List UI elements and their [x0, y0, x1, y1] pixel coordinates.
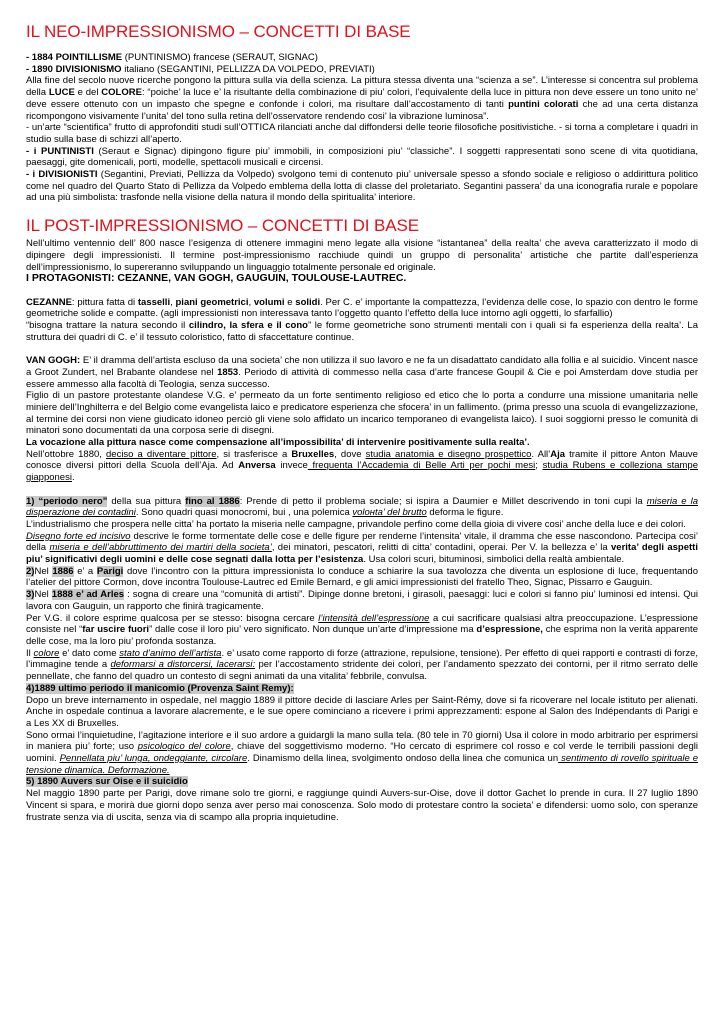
divisionismo-line: - 1890 DIVISIONISMO italiano (SEGANTINI, PELLIZZA DA VOLPEDO, PREVIATI): [26, 63, 375, 75]
scientific-art-paragraph: - un’arte “scientifica” frutto di approfonditi studi sull’OTTICA rilanciati anche dal diffondersi delle teorie filosofiche positivistiche. - si torna a completare i quadri in studio sulla base di schizzi all’aperto.: [26, 122, 698, 145]
neo-impressionism-title: IL NEO-IMPRESSIONISMO – CONCETTI DI BASE: [26, 22, 411, 41]
period-1-industrialism: L’industrialismo che prospera nelle citta’ ha portato la miseria nelle campagne, privandole perfino come della gioia di vivere cosi’ anche della luce e dei colori.: [26, 518, 686, 530]
period-4-heading: 4)1889 ultimo periodo il manicomio (Provenza Saint Remy):: [26, 682, 294, 694]
van-gogh-intro: VAN GOGH: E’ il dramma dell’artista escluso da una societa’ che non utilizza il suo lavoro e ne fa un disadattato candidato alla follia e al suicidio. Vincent nasce a Groot Zundert, nel Brabante olandese nel 1853. Periodo di attività di commesso nella casa d’arte francese Goupil & Cie e poi Amsterdam dove studia per essere ammesso alla facoltà di Teologia, senza successo.: [26, 355, 698, 390]
period-1-paragraph: 1) “periodo nero” della sua pittura fino al 1886: Prende di petto il problema sociale; si ispira a Daumier e Millet descrivendo in toni cupi la miseria e la disperazione dei contadini. Sono quadri quasi monocromi, bui , una polemica voloнta’ del brutto deforma le figure.: [26, 495, 698, 519]
light-color-paragraph: Alla fine del secolo nuove ricerche pongono la pittura sulla via della scienza. La pittura stessa diventa una “scienza a se”. L’interesse si concentra sul problema della LUCE e del COLORE: “poiche’ la luce e’ la risultante della combinazione di piu’ colori, l’equivalente della luce in pittura non deve essere un tono unito ne’ deve essere ottenuto con un impasto che spegne e confonde i colori, ma risultare dall’accostamento di tanti puntini colorati che ad una certa distanza ricompongono visivamente l’unita’ del tono sulla retina dell’osservatore rendendo cosi’ la vibrazione luminosa”.: [26, 75, 698, 122]
protagonists-heading: I PROTAGONISTI: CEZANNE, VAN GOGH, GAUGUIN, TOULOUSE-LAUTREC.: [26, 272, 407, 285]
post-impressionism-body: [26, 238, 698, 823]
period-5-heading: 5) 1890 Auvers sur Oise e il suicidio: [26, 776, 188, 788]
pointillisme-line: - 1884 POINTILLISME (PUNTINISMO) francese (SERAUT, SIGNAC): [26, 52, 318, 63]
van-gogh-religion: Figlio di un pastore protestante olandese V.G. e’ permeato da un forte sentimento religioso ed etico che lo porta a condurre una missione umanitaria nelle miniere dell’Inghilterra e del Belgio come evangelista laico e predicatore esperienza che sfocera’ in un fallimento. (prima presso una scuola di evangelizzazione, al termine dei corsi non viene giudicato idoneo perciò gli viene solo affidato un incarico temporaneo di evangelista laico). I suoi soggiorni presso le comunità di minatori sono documentati da una corposa serie di disegni.: [26, 390, 698, 437]
van-gogh-training: Nell’ottobre 1880, deciso a diventare pittore, si trasferisce a Bruxelles, dove studia anatomia e disegno prospettico. All’Aja tramite il pittore Anton Mauve conosce diversi pittori della Scuola dell’Aja. Ad Anversa invece frequenta l’Accademia di Belle Arti per pochi mesi; studia Rubens e colleziona stampe giapponesi.: [26, 448, 698, 484]
post-impressionism-title: IL POST-IMPRESSIONISMO – CONCETTI DI BASE: [26, 216, 419, 236]
period-4-color: Sono ormai l’inquietudine, l’agitazione interiore e il suo ardore a guidargli la mano sulla tela. (80 tele in 70 giorni) Usa il colore in modo arbitrario per esprimersi in maniera piu’ forte; uso psicologico del colore, chiave del soggettivismo moderno. “Ho cercato di esprimere col rosso e col verde le terribili passioni degli uomini. Pennellata piu’ lunga, ondeggiante, circolare. Dinamismo della linea, svolgimento ondoso della linea che comunica un sentimento di rovello spirituale e tensione dinamica. Deformazione.: [26, 729, 699, 776]
period-3-forces: Il colore e’ dato come stato d’animo dell’artista. e’ usato come rapporto di forze (attrazione, repulsione, tensione). Per effetto di quei rapporti e contrasti di forze, l’immagine tende a deformarsi a distorcersi, lacerarsi: per l’accostamento stridente dei colori, per l’andamento spezzato dei contorni, per il ritmo serrato delle pennellate, che fanno del quadro un contesto di segni animati da una vitalita’ febbrile, convulsa.: [26, 647, 699, 683]
period-3-color: Per V.G. il colore esprime qualcosa per se stesso: bisogna cercare l’intensità dell’espressione a cui sacrificare qualsiasi altra preoccupazione. L’espressione consiste nel “far uscire fuori” dalle cose il loro piu’ vero significato. Non dunque un’arte d’impressione ma d’espressione, che esprima non la verità apparente delle cose, ma la loro piu’ profonda sostanza.: [26, 612, 699, 647]
period-3-paragraph: 3)Nel 1888 e’ ad Arles : sogna di creare una “comunità di artisti”. Dipinge donne bretoni, i girasoli, paesaggi: luci e colori si fanno piu’ luminosi ed intensi. Qui lavora con Gauguin, un rapporto che finirà tragicamente.: [26, 589, 698, 612]
divisionisti-paragraph: - i DIVISIONISTI (Segantini, Previati, Pellizza da Volpedo) svolgono temi di contenuto piu’ universale spesso a sfondo sociale e religioso o addirittura politico come nel quadro del Quarto Stato di Pellizza da Volpedo emblema della lotta di classe del proletariato. Segantini passera’ da una iconografia rurale e popolare ad una più simbolista: trasfonde nella visione della natura il mondo della spiritualita’ interiore.: [26, 169, 699, 204]
cezanne-quote: “bisogna trattare la natura secondo il cilindro, la sfera e il cono” le forme geometriche sono strumenti mentali con i quali si fa esperienza della realta’. La struttura dei quadri di C. e’ il tessuto coloristico, fatto di sfaccettature continue.: [26, 320, 698, 343]
puntinisti-paragraph: - i PUNTINISTI (Seraut e Signac) dipingono figure piu’ immobili, in composizioni piu’ “classiche”. I soggetti rappresentati sono scene di vita quotidiana, paesaggi, gite domenicali, porti, modelle, spettacoli musicali e circensi.: [26, 145, 698, 169]
post-intro-paragraph: Nell’ultimo ventennio dell’ 800 nasce l’esigenza di ottenere immagini meno legate alla visione “istantanea” della realta’ che aveva caratterizzato il modo di dipingere degli impressionisti. Il termine post-impressionismo racchiude quindi un gruppo di personalita’ artistiche che partite dall’esperienza dell’impressionismo, lo supereranno sviluppando un linguaggio totalmente personale ed originale.: [26, 238, 698, 273]
cezanne-paragraph: CEZANNE: pittura fatta di tasselli, piani geometrici, volumi e solidi. Per C. e’ importante la compattezza, l’evidenza delle cose, lo spazio con dentro le forme geometriche solide e compatte. (agli impressionisti non interessava tanto l’oggetto quanto l’effetto della luce intorno agli oggetti, lo sfarfallio): [26, 296, 699, 320]
period-4-paragraph: Dopo un breve internamento in ospedale, nel maggio 1889 il pittore decide di lasciare Arles per Saint-Rémy, dove si fa ricoverare nel locale istituto per alienati. Anche in ospedale continua a lavorare alacremente, e le sue opere cominciano a ricevere i primi apprezzamenti: espone al Salon des Indépendants di Parigi e a Les XX di Bruxelles.: [26, 694, 698, 729]
period-1-drawing: Disegno forte ed incisivo descrive le forme tormentate delle cose e delle figure per renderne l’intensita’ vitale, il dramma che esse nascondono. Partecipa cosi’ della miseria e dell’abbruttimento dei martiri della societa’, dei minatori, pescatori, relitti di citta’ contadini, operai. Per V. la bellezza e’ la verita’ degli aspetti piu’ significativi degli uomini e delle cose segnati dalla lotta per l’esistenza. Usa colori scuri, bituminosi, simbolici della realtà ambientale.: [26, 530, 698, 566]
period-2-paragraph: 2)Nel 1886 e’ a Parigi dove l’incontro con la pittura impressionista lo conduce a schiarire la sua tavolozza che diventa un esplosione di luce, frequentando l’atelier del pittore Cormon, dove incontra Toulouse-Lautrec ed Emile Bernard, e gli amici impressionisti del fratello Theo, Signac, Pissarro e Gauguin.: [26, 565, 698, 589]
van-gogh-vocation: La vocazione alla pittura nasce come compensazione all’impossibilita’ di intervenire positivamente sulla realta’.: [26, 437, 530, 449]
neo-impressionism-body: [26, 52, 698, 204]
period-5-paragraph: Nel maggio 1890 parte per Parigi, dove rimane solo tre giorni, e raggiunge quindi Auvers-sur-Oise, dove il dottor Gachet lo prende in cura. Il 27 luglio 1890 Vincent si spara, e morirà due giorni dopo senza aver perso mai conoscenza. Solo modo di protestare contro la societa’ e difendersi: uomo solo, con speranze frustrate senza via di uscita, senza via di scampo alla propria inquietudine.: [26, 788, 698, 823]
